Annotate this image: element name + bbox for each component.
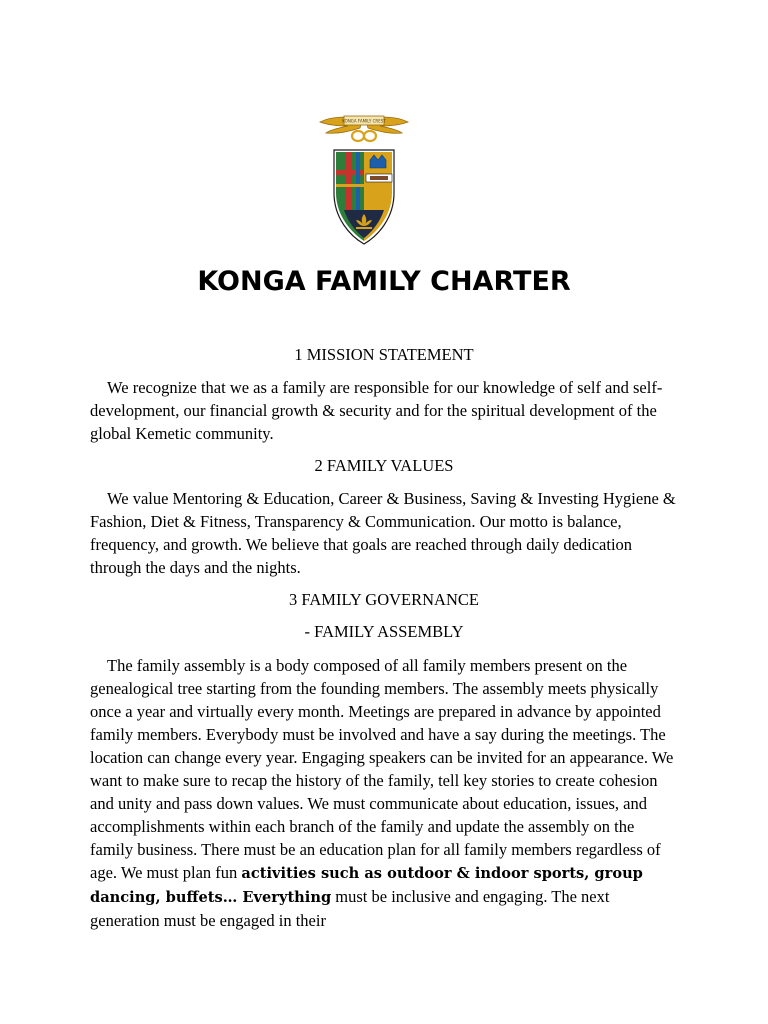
paragraph-values: We value Mentoring & Education, Career & Business, Saving & Investing Hygiene & Fashion, Diet & Fitness, Transparency & Communication. Our motto is balance, frequency, and growth. We believe that goals are reached through daily dedication through the days and the nights. bbox=[90, 489, 676, 577]
crest-stripe-blue bbox=[356, 152, 360, 212]
crest-lotus-base bbox=[356, 227, 372, 229]
crest-loop-left bbox=[352, 131, 364, 141]
assembly-text-main: The family assembly is a body composed of all family members present on the genealogical tree starting from the founding members. The assembly meets physically once a year and virtually every month. Meetings are prepared in advance by appointed family members. Everybody must be involved and have a say during the meetings. The location can change every year. Engaging speakers can be invited for an appearance. We want to make sure to recap the history of the family, tell key stories to create cohesion and unity and pass down values. We must communicate about education, issues, and accomplishments within each branch of the family and update the assembly on the family business. There must be an education plan for all family members regardless of age. We must plan fun bbox=[90, 656, 674, 882]
paragraph-family-assembly bbox=[90, 654, 680, 932]
section-heading-governance: 3 FAMILY GOVERNANCE bbox=[289, 590, 479, 609]
paragraph-mission: We recognize that we as a family are responsible for our knowledge of self and self-development, our financial growth & security and for the spiritual development of the global Kemetic community. bbox=[90, 378, 663, 443]
crest-cross-vertical bbox=[346, 152, 351, 212]
section-heading-values: 2 FAMILY VALUES bbox=[314, 456, 454, 475]
document-title: KONGA FAMILY CHARTER bbox=[197, 266, 571, 297]
crest-right-block bbox=[370, 176, 388, 180]
subheading-family-assembly: - FAMILY ASSEMBLY bbox=[304, 622, 464, 641]
crest-banner-text: KONGA FAMILY CREST bbox=[342, 118, 386, 124]
crest-stripe-gold bbox=[336, 184, 364, 187]
assembly-text-end: must be inclusive and engaging. The next generation must be engaged in their bbox=[90, 887, 610, 930]
crest-loop-right bbox=[364, 131, 376, 141]
section-heading-mission: 1 MISSION STATEMENT bbox=[294, 345, 474, 364]
family-crest-logo bbox=[318, 98, 410, 248]
assembly-text-bold: activities such as outdoor & indoor sports, group dancing, buffets… Everything bbox=[90, 865, 643, 906]
